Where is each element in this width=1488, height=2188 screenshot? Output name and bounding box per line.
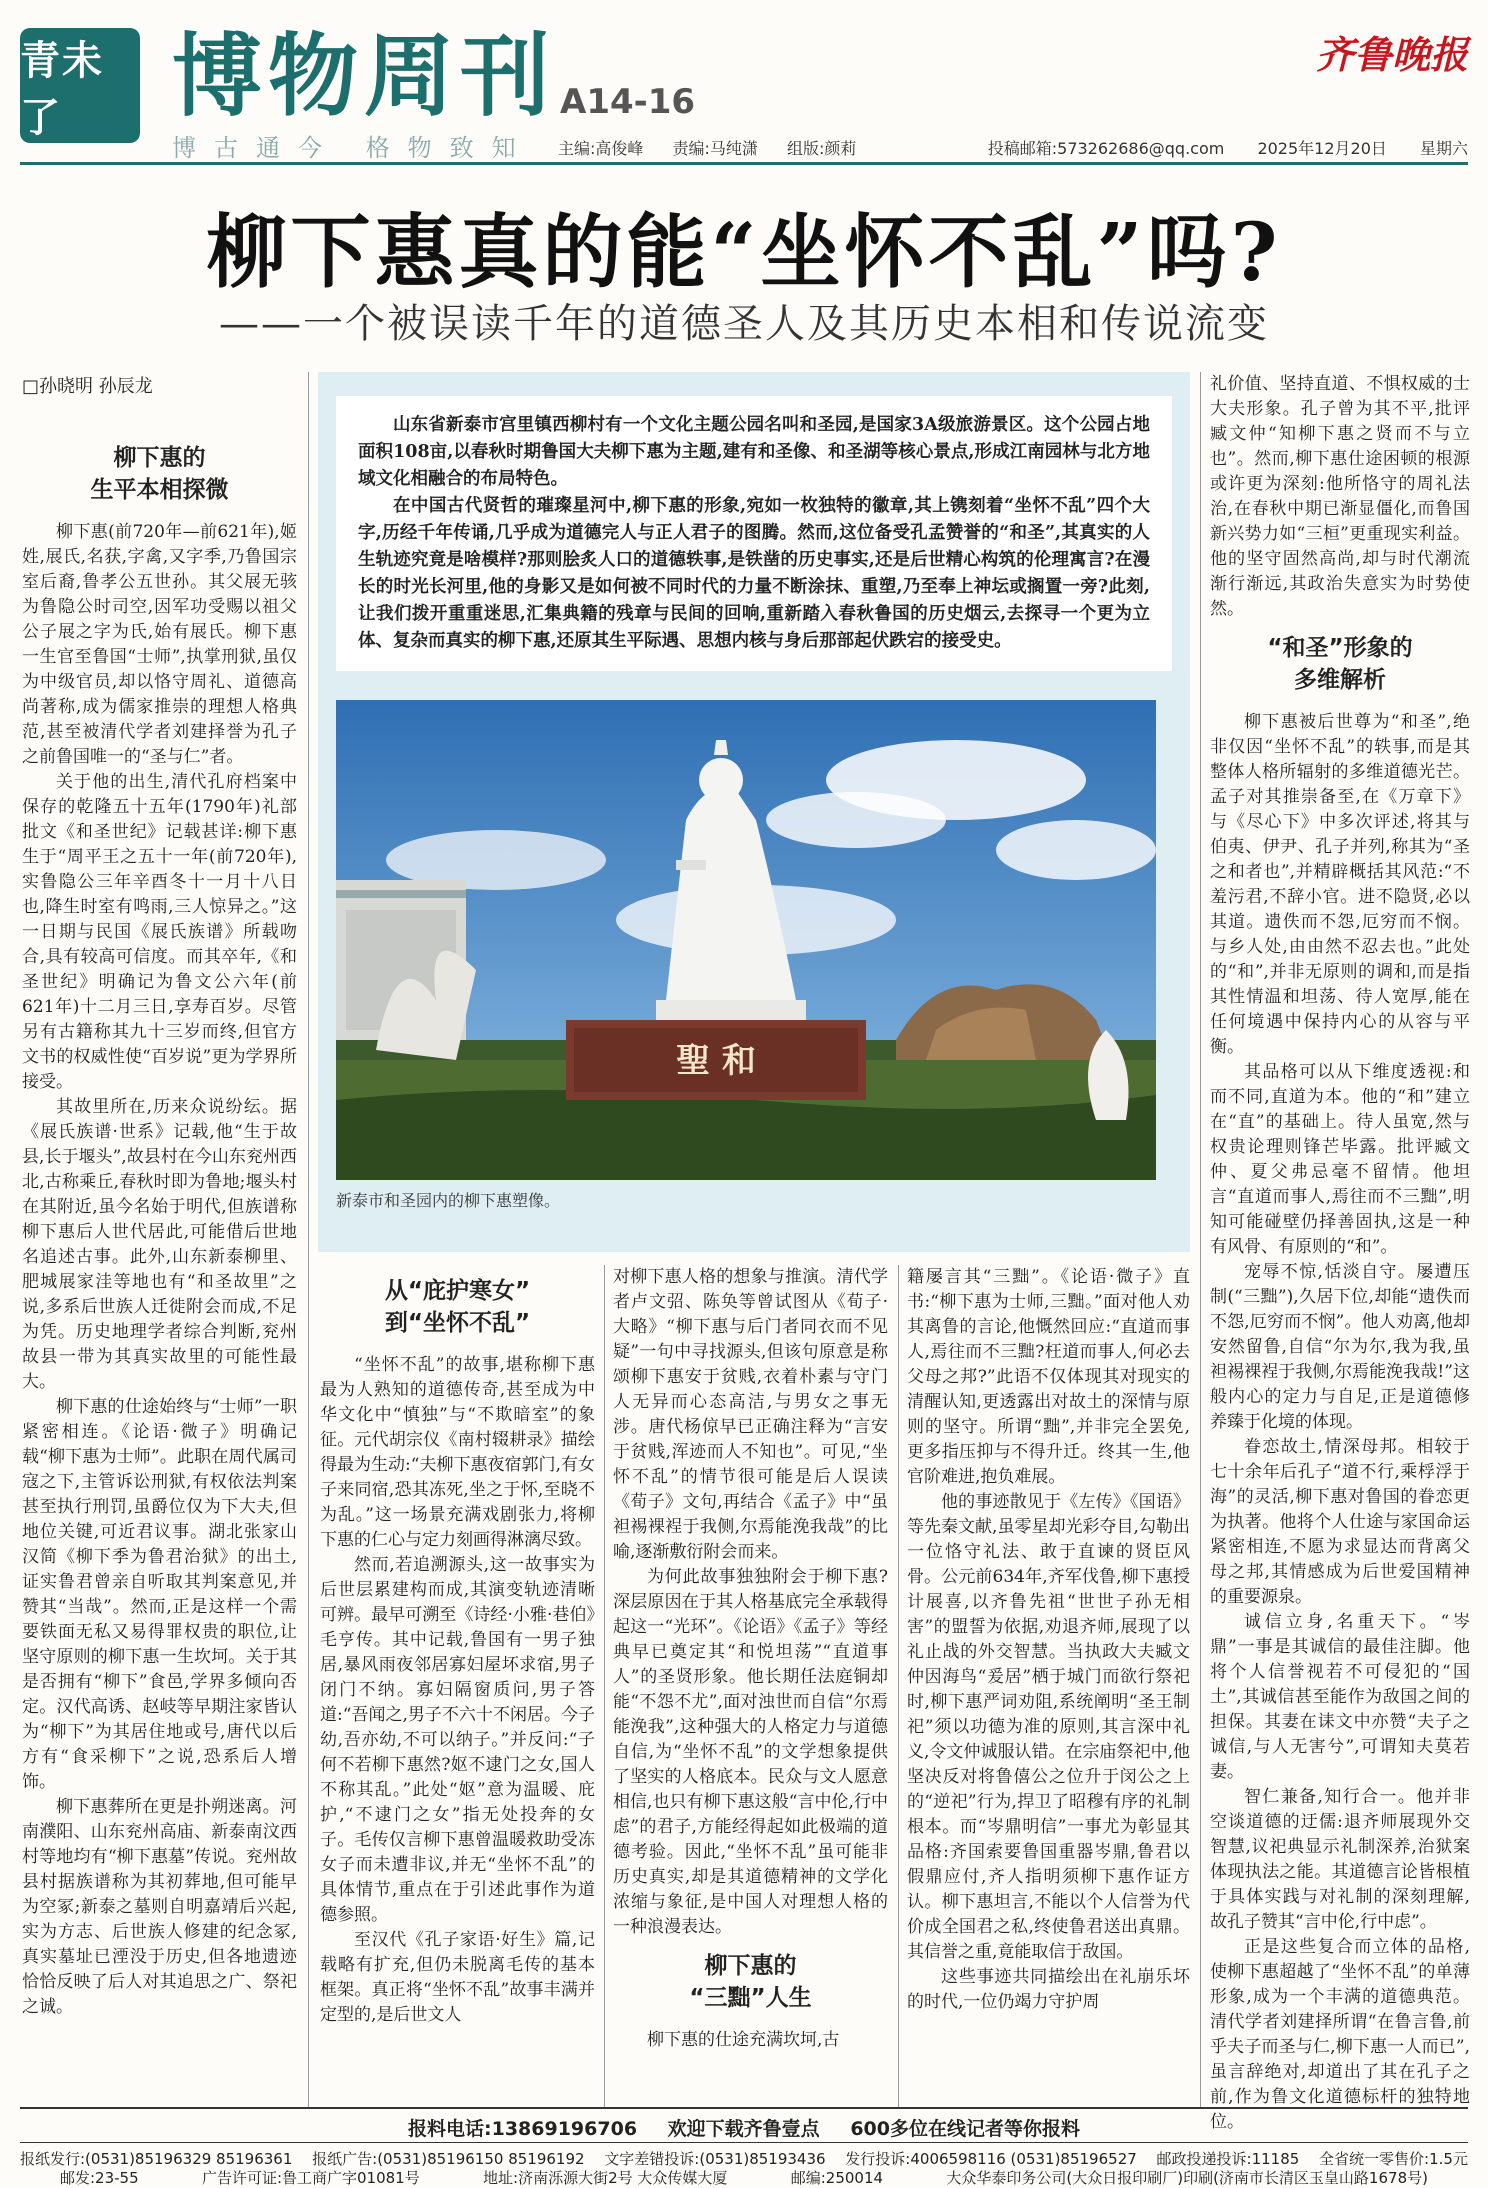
section-title: 博物周刊	[172, 24, 556, 129]
article-subtitle: ——一个被误读千年的道德圣人及其历史本相和传说流变	[219, 301, 1269, 347]
footer-item: 报纸广告:(0531)85196150 85196192	[312, 2150, 585, 2168]
column-1	[22, 432, 297, 2107]
statue-photo	[336, 700, 1156, 1180]
column-4	[907, 1265, 1190, 2107]
paragraph: 然而,若追溯源头,这一故事实为后世层累建构而成,其演变轨迹清晰可辨。最早可溯至《诗经·小雅·巷伯》毛亨传。其中记载,鲁国有一男子独居,暴风雨夜邻居寡妇屋坏求宿,男子闭门不纳。寡妇隔窗质问,男子答道:“吾闻之,男子不六十不闲居。今子幼,吾亦幼,不可以纳子。”并反问:“子何不若柳下惠然?妪不逮门之女,国人不称其乱。”此处“妪”意为温暖、庇护,“不逮门之女”指无处投奔的女子。毛传仅言柳下惠曾温暖救助受冻女子而未遭非议,并无“坐怀不乱”的具体情节,重点在于引述此事作为道德参照。	[320, 1555, 595, 1925]
footer-item: 广告许可证:鲁工商广字01081号	[201, 2169, 420, 2187]
footer-item: 大众华泰印务公司(大众日报印刷厂)印刷(济南市长清区玉皇山路1678号)	[946, 2169, 1428, 2187]
paragraph: 这些事迹共同描绘出在礼崩乐坏的时代,一位仍竭力守护周	[907, 1967, 1190, 2012]
paragraph: 其故里所在,历来众说纷纭。据《展氏族谱·世系》记载,他“生于故县,长于堰头”,故县村在今山东兖州西北,古称乘丘,春秋时即为鲁地;堰头村在其附近,虽今名始于明代,但族谱称柳下惠后人世代居此,可能借后世地名追述古事。此外,山东新泰柳里、肥城展家洼等地也有“和圣故里”之说,多系后世族人迁徙附会而成,不足为凭。历史地理学者综合判断,兖州故县一带为其真实故里的可能性最大。	[22, 1097, 297, 1392]
paragraph: 他的事迹散见于《左传》《国语》等先秦文献,虽零星却光彩夺目,勾勒出一位恪守礼法、敢于直谏的贤臣风骨。公元前634年,齐军伐鲁,柳下惠授计展喜,以齐鲁先祖“世世子孙无相害”的盟誓为依据,劝退齐师,展现了以礼止战的外交智慧。当执政大夫臧文仲因海鸟“爰居”栖于城门而欲行祭祀时,柳下惠严词劝阻,系统阐明“圣王制祀”须以功德为准的原则,其言深中礼义,令文仲诚服认错。在宗庙祭祀中,他坚决反对将鲁僖公之位升于闵公之上的“逆祀”行为,捍卫了昭穆有序的礼制根本。而“岑鼎明信”一事尤为彰显其品格:齐国索要鲁国重器岑鼎,鲁君以假鼎应付,齐人指明须柳下惠作证方认。柳下惠坦言,不能以个人信誉为代价成全国君之私,终使鲁君送出真鼎。其信誉之重,竟能取信于敌国。	[907, 1492, 1190, 1962]
intro-paragraph: 山东省新泰市宫里镇西柳村有一个文化主题公园名叫和圣园,是国家3A级旅游景区。这个公园占地面积108亩,以春秋时期鲁国大夫柳下惠为主题,建有和圣像、和圣湖等核心景点,形成江南园林与北方地域文化相融合的布局特色。	[358, 415, 1150, 489]
layout-credit: 组版:颜莉	[787, 139, 857, 158]
footer-item: 报纸发行:(0531)85196329 85196361	[20, 2150, 293, 2168]
footer-contacts	[20, 2148, 1468, 2169]
issue-date: 2025年12月20日	[1257, 139, 1387, 158]
paragraph: 礼价值、坚持直道、不惧权威的士大夫形象。孔子曾为其不平,批评臧文仲“知柳下惠之贤而不与立也”。然而,柳下惠仕途困顿的根源或许更为深刻:他所恪守的周礼法治,在春秋中期已渐显僵化,而鲁国新兴势力如“三桓”更重现实利益。他的坚守固然高尚,却与时代潮流渐行渐远,其政治失意实为时势使然。	[1210, 374, 1470, 619]
section-heading: “和圣”形象的 多维解析	[1267, 635, 1413, 693]
paragraph: “坐怀不乱”的故事,堪称柳下惠最为人熟知的道德传奇,甚至成为中华文化中“慎独”与“不欺暗室”的象征。元代胡宗仪《南村辍耕录》描绘得最为生动:“夫柳下惠夜宿郭门,有女子来同宿,恐其冻死,坐之于怀,至晓不为乱。”这一场景充满戏剧张力,将柳下惠的仁心与定力刻画得淋漓尽致。	[320, 1355, 595, 1550]
paragraph: 柳下惠(前720年—前621年),姬姓,展氏,名获,字禽,又字季,乃鲁国宗室后裔,鲁孝公五世孙。其父展无骇为鲁隐公时司空,因军功受赐以祖父公子展之字为氏,始有展氏。柳下惠一生官至鲁国“士师”,执掌刑狱,虽仅为中级官员,却以恪守周礼、道德高尚著称,成为儒家推崇的理想人格典范,甚至被清代学者刘建择誉为孔子之前鲁国唯一的“圣与仁”者。	[22, 522, 297, 767]
download-note: 欢迎下载齐鲁壹点	[667, 2118, 820, 2140]
article-title: 柳下惠真的能“坐怀不乱”吗?	[206, 205, 1282, 299]
section-heading: 柳下惠的 生平本相探微	[90, 445, 229, 503]
editorial-credits	[558, 136, 880, 159]
paragraph: 柳下惠的仕途始终与“士师”一职紧密相连。《论语·微子》明确记载“柳下惠为士师”。此职在周代属司寇之下,主管诉讼刑狱,有权依法判案甚至执行刑罚,虽爵位仅为下大夫,但地位关键,可近君议事。湖北张家山汉简《柳下季为鲁君治狱》的出土,证实鲁君曾亲自听取其判案意见,并赞其“当哉”。然而,正是这样一个需要铁面无私又易得罪权贵的职位,让坚守原则的柳下惠一生坎坷。关于其是否拥有“柳下”食邑,学界多倾向否定。汉代高诱、赵岐等早期注家皆认为“柳下”为其居住地或号,唐代以后方有“食采柳下”之说,恐系后人增饰。	[22, 1397, 297, 1792]
paragraph: 智仁兼备,知行合一。他并非空谈道德的迂儒:退齐师展现外交智慧,议祀典显示礼制深养,治狱案体现执法之能。其道德言论皆根植于具体实践与对礼制的深刻理解,故孔子赞其“言中伦,行中虑”。	[1210, 1787, 1470, 1932]
paragraph: 对柳下惠人格的想象与推演。清代学者卢文弨、陈奂等曾试图从《荀子·大略》“柳下惠与后门者同衣而不见疑”一句中寻找源头,但该句原意是称颂柳下惠安于贫贱,衣着朴素与守门人无异而心态高洁,与男女之事无涉。唐代杨倞早已正确注释为“言安于贫贱,浑迹而人不知也”。可见,“坐怀不乱”的情节很可能是后人误读《荀子》文句,再结合《孟子》中“虽袒裼裸裎于我侧,尔焉能浼我哉”的比喻,逐渐敷衍附会而来。	[613, 1267, 888, 1562]
weekday: 星期六	[1419, 139, 1468, 158]
column-2	[320, 1265, 595, 2107]
column-divider	[308, 372, 309, 2107]
column-5	[1210, 372, 1470, 2132]
footer-item: 文字差错投诉:(0531)85193436	[604, 2150, 826, 2168]
logo: 青未了	[20, 28, 140, 143]
paragraph: 关于他的出生,清代孔府档案中保存的乾隆五十五年(1790年)礼部批文《和圣世纪》记载甚详:柳下惠生于“周平王之五十一年(前720年),实鲁隐公三年辛酉冬十一月十八日也,降生时室有鸣雨,三人惊异之。”这一日期与民国《展氏族谱》所载吻合,具有较高可信度。而其卒年,《和圣世纪》明确记为鲁文公六年(前621年)十二月三日,享寿百岁。尽管另有古籍称其九十三岁而终,但官方文书的权威性使“百岁说”更为学界所接受。	[22, 772, 297, 1092]
column-divider	[898, 1265, 899, 2107]
page-range: A14-16	[560, 82, 696, 122]
footer-hotline	[0, 2114, 1488, 2141]
brand-logo: 齐鲁晚报	[1315, 32, 1468, 77]
footer-item: 地址:济南泺源大街2号 大众传媒大厦	[483, 2169, 728, 2187]
footer-item: 邮政投递投诉:11185	[1156, 2150, 1300, 2168]
column-3	[613, 1265, 888, 2107]
paragraph: 正是这些复合而立体的品格,使柳下惠超越了“坐怀不乱”的单薄形象,成为一个丰满的道德典范。清代学者刘建择所谓“在鲁言鲁,前乎夫子而圣与仁,柳下惠一人而已”,虽言辞绝对,却道出了其在孔子之前,作为鲁文化道德标杆的独特地位。	[1210, 1937, 1470, 2132]
section-heading: 柳下惠的 “三黜”人生	[689, 1953, 812, 2011]
footer-item: 邮发:23-55	[60, 2169, 139, 2187]
paragraph: 柳下惠的仕途充满坎坷,古	[647, 2030, 840, 2050]
editor-credit: 主编:高俊峰	[558, 139, 644, 158]
column-divider	[604, 1265, 605, 2107]
section-heading: 从“庇护寒女” 到“坐怀不乱”	[384, 1278, 531, 1336]
header-divider	[20, 162, 1468, 165]
paragraph: 其品格可以从下维度透视:和而不同,直道为本。他的“和”建立在“直”的基础上。待人虽宽,然与权贵论理则锋芒毕露。批评臧文仲、夏父弗忌毫不留情。他坦言“直道而事人,焉往而不三黜”,明知可能碰壁仍择善固执,这是一种有风骨、有原则的“和”。	[1210, 1062, 1470, 1257]
responsible-editor-credit: 责编:马纯潇	[672, 139, 758, 158]
footer-divider	[20, 2142, 1468, 2143]
footer-item: 邮编:250014	[790, 2169, 884, 2187]
paragraph: 柳下惠葬所在更是扑朔迷离。河南濮阳、山东兖州高庙、新泰南汶西村等地均有“柳下惠墓”传说。兖州故县村据族谱称为其初葬地,但可能早为空冢;新泰之墓则自明嘉靖后兴起,实为方志、后世族人修建的纪念冢,真实墓址已湮没于历史,但各地遗迹恰恰反映了后人对其追思之广、祭祀之诚。	[22, 1797, 297, 2017]
intro-paragraph: 在中国古代贤哲的璀璨星河中,柳下惠的形象,宛如一枚独特的徽章,其上镌刻着“坐怀不乱”四个大字,历经千年传诵,几乎成为道德完人与正人君子的图腾。然而,这位备受孔孟赞誉的“和圣”,其真实的人生轨迹究竟是啥模样?那则脍炙人口的道德轶事,是铁凿的历史事实,还是后世精心构筑的伦理寓言?在漫长的时光长河里,他的身影又是如何被不同时代的力量不断涂抹、重塑,乃至奉上神坛或搁置一旁?此刻,让我们拨开重重迷思,汇集典籍的残章与民间的回响,重新踏入春秋鲁国的历史烟云,去探寻一个更为立体、复杂而真实的柳下惠,还原其生平际遇、思想内核与身后那部起伏跌宕的接受史。	[358, 496, 1150, 651]
hotline: 报料电话:13869196706	[408, 2118, 638, 2140]
paragraph: 为何此故事独独附会于柳下惠?深层原因在于其人格基底完全承载得起这一“光环”。《论语》《孟子》等经典早已奠定其“和悦坦荡”“直道事人”的圣贤形象。他长期任法庭铜却能“不怨不尤”,面对浊世而自信“尔焉能浼我”,这种强大的人格定力与道德自信,为“坐怀不乱”的文学想象提供了坚实的人格底本。民众与文人愿意相信,也只有柳下惠这般“言中伦,行中虑”的君子,方能经得起如此极端的道德考验。因此,“坐怀不乱”虽可能非历史真实,却是其道德精神的文学化浓缩与象征,是中国人对理想人格的一种浪漫表达。	[613, 1567, 888, 1937]
reporters-note: 600多位在线记者等你报料	[850, 2118, 1080, 2140]
slogan: 博古通今 格物致知	[172, 134, 534, 162]
paragraph: 籍屡言其“三黜”。《论语·微子》直书:“柳下惠为士师,三黜。”面对他人劝其离鲁的言论,他慨然回应:“直道而事人,焉往而不三黜?枉道而事人,何必去父母之邦?”此语不仅体现其对现实的清醒认知,更透露出对故土的深情与原则的坚守。所谓“黜”,并非完全罢免,更多指压抑与不得升迁。终其一生,他官阶难进,抱负难展。	[907, 1267, 1190, 1487]
photo-caption: 新泰市和圣园内的柳下惠塑像。	[336, 1191, 561, 1210]
footer-item: 全省统一零售价:1.5元	[1319, 2150, 1468, 2168]
footer-publishing	[20, 2167, 1468, 2188]
submission-email: 投稿邮箱:573262686@qq.com	[987, 139, 1225, 158]
paragraph: 宠辱不惊,恬淡自守。屡遭压制(“三黜”),久居下位,却能“遗佚而不怨,厄穷而不悯”。他人劝离,他却安然留鲁,自信“尔为尔,我为我,虽袒裼裸裎于我侧,尔焉能浼我哉!”这般内心的定力与自足,正是道德修养臻于化境的体现。	[1210, 1262, 1470, 1432]
statue-plaque-text: 聖 和	[676, 1041, 756, 1081]
column-divider	[1200, 372, 1201, 2107]
statue-photo-illustration	[336, 700, 1156, 1180]
paragraph: 诚信立身,名重天下。“岑鼎”一事是其诚信的最佳注脚。他将个人信誉视若不可侵犯的“国土”,其诚信甚至能作为敌国之间的担保。其妻在诔文中亦赞“夫子之诚信,与人无害兮”,可谓知夫莫若妻。	[1210, 1612, 1470, 1782]
paragraph: 柳下惠被后世尊为“和圣”,绝非仅因“坐怀不乱”的轶事,而是其整体人格所辐射的多维道德光芒。孟子对其推崇备至,在《万章下》与《尽心下》中多次评述,将其与伯夷、伊尹、孔子并列,称其为“圣之和者也”,并精辟概括其风范:“不羞污君,不辞小官。进不隐贤,必以其道。遗佚而不怨,厄穷而不悯。与乡人处,由由然不忍去也。”此处的“和”,并非无原则的调和,而是指其性情温和坦荡、待人宽厚,能在任何境遇中保持内心的从容与平衡。	[1210, 712, 1470, 1057]
paragraph: 至汉代《孔子家语·好生》篇,记载略有扩充,但仍未脱离毛传的基本框架。真正将“坐怀不乱”故事丰满并定型的,是后世文人	[320, 1930, 595, 2025]
footer-item: 发行投诉:4006598116 (0531)85196527	[845, 2150, 1137, 2168]
header-info	[960, 136, 1468, 159]
footer-divider	[20, 2107, 1468, 2109]
intro-text	[336, 396, 1172, 671]
byline: □孙晓明 孙辰龙	[22, 376, 153, 397]
paragraph: 眷恋故土,情深母邦。相较于七十余年后孔子“道不行,乘桴浮于海”的灵活,柳下惠对鲁国的眷恋更为执著。他将个人仕途与家国命运紧密相连,不愿为求显达而背离父母之邦,其情感成为后世爱国精神的重要源泉。	[1210, 1437, 1470, 1607]
